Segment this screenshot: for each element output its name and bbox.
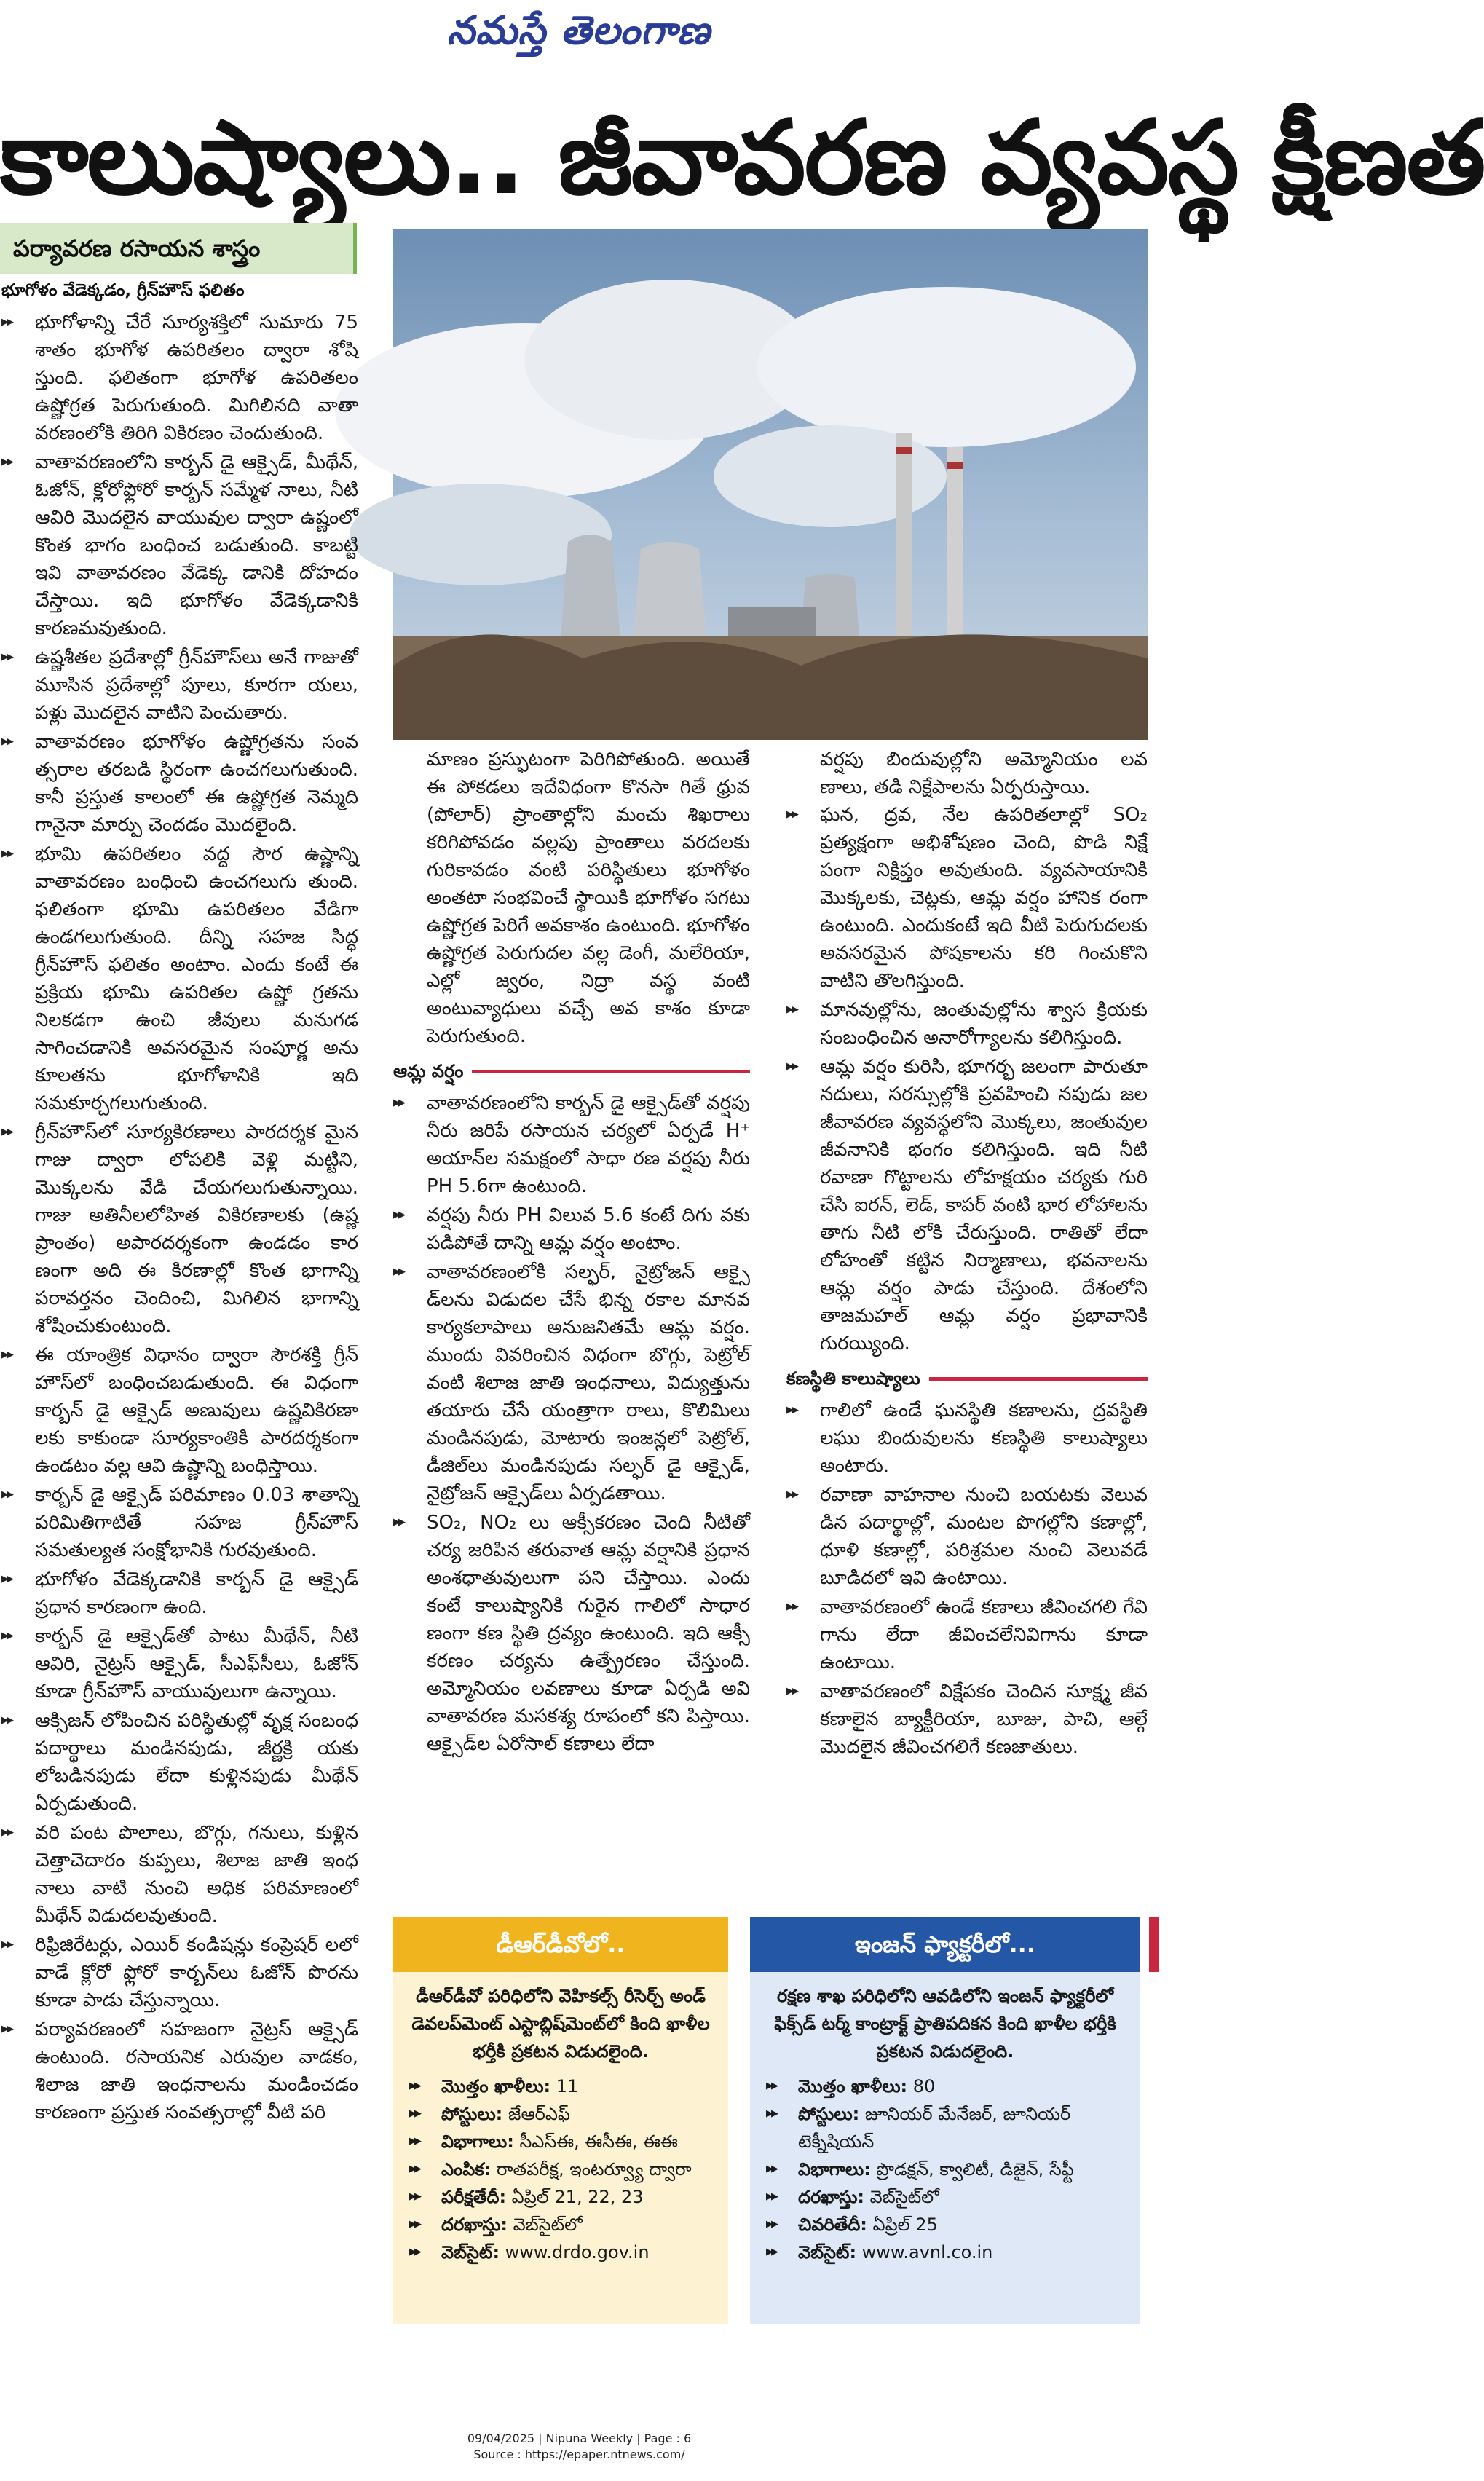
job-detail-row: [765, 2100, 1126, 2155]
bullet-paragraph: ▶▶ రిఫ్రిజిరేటర్లు, ఎయిర్ కండిషన్లు కంప్రెషర్ లలో వాడే క్లోరో ఫ్లోరో కార్బన్‌లు ఓజోన్ పొరను కూడా పాడు చేస్తున్నాయి.: [1, 1931, 358, 2014]
bullet-paragraph: ▶▶ పర్యావరణంలో సహజంగా నైట్రస్ ఆక్సైడ్ ఉంటుంది. రసాయనిక ఎరువుల వాడకం, శిలాజ జాతి ఇంధనాలను మండించడం కారణంగా ప్రస్తుత సంవత్సరాల్లో వీటి పరి: [1, 2016, 358, 2126]
heading-rule: [929, 1377, 1148, 1381]
column-3-intro: వర్షపు బిందువుల్లోని అమ్మోనియం లవ ణాలు, తడి నిక్షేపాలను ఏర్పరుస్తాయి.: [820, 749, 1148, 798]
job-detail-key: విభాగాలు:: [441, 2131, 514, 2152]
bullet-paragraph: ▶▶ గ్రీన్‌హౌస్‌లో సూర్యకిరణాలు పారదర్శక మైన గాజు ద్వారా లోపలికి వెళ్లి మట్టిని, మొక్కలను వేడి చేయగలుగుతున్నాయి. గాజు అతినీలలోహిత వికిరణాలకు (ఉష్ణ ప్రాంతం) అపారదర్శకంగా ఉండడం కార ణంగా అది ఈ కిరణాల్లో కొంత భాగాన్ని పరావర్తనం చెందించి, మిగిలిన భాగాన్ని శోషించుకుంటుంది.: [1, 1119, 358, 1340]
job-detail-value: ఏప్రిల్ 25: [867, 2214, 938, 2235]
job-detail-row: [408, 2183, 714, 2211]
power-plant-photo: [393, 229, 1148, 740]
job-detail-value: www.avnl.co.in: [856, 2242, 993, 2263]
bullet-paragraph: ▶▶ వాతావరణంలోని కార్బన్ డై ఆక్సైడ్‌తో వర్షపు నీరు జరిపే రసాయన చర్యలో ఏర్పడే H⁺ అయాన్‌ల సమక్షంలో సాధా రణ వర్షపు నీరు PH 5.6గా ఉంటుంది.: [393, 1089, 750, 1200]
job-detail-row: [765, 2211, 1126, 2239]
page-footer: [0, 2431, 1159, 2463]
particulate-heading: [786, 1365, 1148, 1392]
job-detail-row: [765, 2155, 1126, 2183]
bullet-paragraph: ▶▶ SO₂, NO₂ లు ఆక్సీకరణం చెంది నీటితో చర్య జరిపిన తరువాత ఆమ్ల వర్షానికి ప్రధాన అంశధాతువులుగా పని చేస్తాయి. ఎందు కంటే కాలుష్యానికి గురైన గాలిలో సాధార ణంగా కణ స్థితి ద్రవ్యం ఉంటుంది. ఇది ఆక్సీ కరణం చర్యను ఉత్ప్రేరణం చేస్తుంది. అమ్మోనియం లవణాలు కూడా ఏర్పడి అవి వాతావరణ మసకశ్య రూపంలో కని పిస్తాయి. ఆక్సైడ్‌ల ఏరోసాల్ కణాలు లేదా: [393, 1509, 750, 1758]
job-detail-value: www.drdo.gov.in: [500, 2242, 650, 2263]
column-1-subhead: భూగోళం వేడెక్కడం, గ్రీన్‌హౌస్ ఫలితం: [1, 281, 245, 300]
job-detail-key: విభాగాలు:: [798, 2159, 871, 2180]
box-edge-accent: [1149, 1917, 1159, 1972]
bullet-paragraph: ▶▶ వాతావరణంలో విక్షేపకం చెందిన సూక్ష్మ జీవ కణాలైన బ్యాక్టీరియా, బూజు, పాచి, ఆల్గే మొదలైన జీవించగలిగే కణజాతులు.: [786, 1678, 1148, 1761]
job-detail-key: వెబ్‌సైట్:: [441, 2242, 500, 2263]
drdo-box-body: [393, 1972, 728, 2276]
drdo-jobs-box: [393, 1917, 728, 2324]
job-detail-value: వెబ్‌సైట్‌లో: [508, 2214, 583, 2235]
job-detail-row: [765, 2183, 1126, 2211]
bullet-paragraph: ▶▶ గాలిలో ఉండే ఘనస్థితి కణాలను, ద్రవస్థితి లఘు బిందువులను కణస్థితి కాలుష్యాలు అంటారు.: [786, 1397, 1148, 1480]
drdo-box-intro: డీఆర్‌డీవో పరిధిలోని వెహికల్స్ రీసెర్చ్ అండ్ డెవలప్‌మెంట్ ఎస్టాబ్లిష్‌మెంట్‌లో కింది ఖాళీల భర్తీకి ప్రకటన విడుదలైంది.: [411, 1986, 710, 2062]
job-detail-key: దరఖాస్తు:: [798, 2187, 865, 2207]
job-detail-key: ఎంపిక:: [441, 2159, 492, 2180]
bullet-paragraph: ▶▶ వర్షపు నీరు PH విలువ 5.6 కంటే దిగు వకు పడిపోతే దాన్ని ఆమ్ల వర్షం అంటాం.: [393, 1202, 750, 1257]
job-detail-key: మొత్తం ఖాళీలు:: [798, 2076, 908, 2097]
engine-factory-box-title: ఇంజన్ ఫ్యాక్టరీలో...: [750, 1917, 1140, 1972]
bullet-paragraph: ▶▶ భూగోళం వేడెక్కడానికి కార్బన్ డై ఆక్సైడ్ ప్రధాన కారణంగా ఉంది.: [1, 1566, 358, 1621]
headline: కాలుష్యాలు.. జీవావరణ వ్యవస్థ క్షీణత: [0, 99, 1484, 218]
job-detail-value: ఏప్రిల్ 21, 22, 23: [506, 2187, 644, 2207]
bullet-paragraph: ▶▶ వాతావరణం భూగోళం ఉష్ణోగ్రతను సంవ త్సరాల తరబడి స్థిరంగా ఉంచగలుగుతుంది. కానీ ప్రస్తుత కాలంలో ఈ ఉష్ణోగ్రత నెమ్మది గానైనా మార్పు చెందడం మొదలైంది.: [1, 728, 358, 839]
column-1: [1, 277, 358, 2316]
job-detail-value: జేఆర్‌ఎఫ్: [502, 2104, 570, 2124]
masthead-logo: నమస్తే తెలంగాణ: [447, 7, 711, 53]
bullet-paragraph: ▶▶ ఆమ్ల వర్షం కురిసి, భూగర్భ జలంగా పారుతూ నదులు, సరస్సుల్లోకి ప్రవహించి నపుడు జల జీవావరణ వ్యవస్థలోని మొక్కలు, జంతువుల జీవనానికి భంగం కలిగిస్తుంది. ఇది నీటి రవాణా గొట్టాలను లోహక్షయం చర్యకు గురి చేసి ఐరన్, లెడ్, కాపర్ వంటి భార లోహాలను తాగు నీటి లోకి చేరుస్తుంది. రాతితో లేదా లోహంతో కట్టిన నిర్మాణాలు, భవనాలను ఆమ్ల వర్షం పాడు చేస్తుంది. దేశంలోని తాజమహల్ ఆమ్ల వర్షం ప్రభావానికి గురయ్యింది.: [786, 1053, 1148, 1357]
acid-rain-heading-text: ఆమ్ల వర్షం: [393, 1061, 464, 1081]
job-detail-row: [408, 2072, 714, 2100]
column-3-list: [786, 801, 1148, 1357]
engine-factory-box-body: [750, 1972, 1140, 2276]
footer-issue-line: 09/04/2025 | Nipuna Weekly | Page : 6: [467, 2431, 692, 2445]
acid-rain-heading: [393, 1057, 750, 1085]
job-detail-row: [408, 2239, 714, 2266]
bullet-paragraph: ▶▶ ఘన, ద్రవ, నేల ఉపరితలాల్లో SO₂ ప్రత్యక్షంగా అభిశోషణం చెంది, పొడి నిక్షే పంగా నిక్షిప్తం అవుతుంది. వ్యవసాయానికి మొక్కలకు, చెట్లకు, ఆమ్ల వర్షం హానిక రంగా ఉంటుంది. ఎందుకంటే ఇది వీటి పెరుగుదలకు అవసరమైన పోషకాలను కరి గించుకొని వాటిని తొలగిస్తుంది.: [786, 801, 1148, 995]
column-3: [786, 746, 1148, 1896]
bullet-paragraph: ▶▶ భూమి ఉపరితలం వద్ద సౌర ఉష్ణాన్ని వాతావరణం బంధించి ఉంచగలుగు తుంది. ఫలితంగా భూమి ఉపరితలం వేడిగా ఉండగలుగుతుంది. దీన్ని సహజ సిద్ధ గ్రీన్‌హౌస్ ఫలితం అంటాం. ఎందు కంటే ఈ ప్రక్రియ భూమి ఉపరితల ఉష్ణో గ్రతను నిలకడగా ఉంచి జీవులు మనుగడ సాగించడానికి అవసరమైన సంపూర్ణ అను కూలతను భూగోళానికి ఇది సమకూర్చగలుగుతుంది.: [1, 840, 358, 1117]
column-3-list-2: [786, 1397, 1148, 1761]
job-detail-row: [408, 2155, 714, 2183]
job-detail-key: దరఖాస్తు:: [441, 2214, 508, 2235]
footer-source-line: Source : https://epaper.ntnews.com/: [473, 2448, 685, 2461]
job-detail-row: [408, 2211, 714, 2239]
job-detail-value: సీఎస్‌ఈ, ఈసీఈ, ఈఈ: [513, 2131, 678, 2152]
job-detail-row: [408, 2128, 714, 2155]
job-detail-key: పోస్టులు:: [798, 2104, 860, 2124]
job-detail-value: రాతపరీక్ష, ఇంటర్వ్యూ ద్వారా: [491, 2159, 692, 2180]
drdo-box-title: డీఆర్‌డీవోలో..: [393, 1917, 728, 1972]
column-2-list: [393, 1089, 750, 1758]
bullet-paragraph: ▶▶ వాతావరణంలోకి సల్ఫర్, నైట్రోజన్ ఆక్సై డ్‌లను విడుదల చేసే భిన్న రకాల మానవ కార్యకలాపాలు అనుజనితమే ఆమ్ల వర్షం. ముందు వివరించిన విధంగా బొగ్గు, పెట్రోల్ వంటి శిలాజ జాతి ఇంధనాలు, విద్యుత్తును తయారు చేసే యంత్రాగా రాలు, కొలిమిలు మండినపుడు, మోటారు ఇంజన్లలో పెట్రోల్, డీజిల్‌లు మండినపుడు సల్ఫర్ డై ఆక్సైడ్, నైట్రోజన్ ఆక్సైడ్‌లు ఏర్పడతాయి.: [393, 1258, 750, 1507]
job-detail-key: చివరితేదీ:: [798, 2214, 867, 2235]
column-2-intro: మాణం ప్రస్ఫుటంగా పెరిగిపోతుంది. అయితే ఈ పోకడలు ఇదేవిధంగా కొనసా గితే ధ్రువ (పోలార్) ప్రాంతాల్లోని మంచు శిఖరాలు కరిగిపోవడం వల్లపు ప్రాంతాలు వరదలకు గురికావడం వంటి పరిస్థితులు భూగోళం అంతటా సంభవించే స్థాయికి భూగోళం సగటు ఉష్ణోగ్రత పెరిగే అవకాశం ఉంటుంది. భూగోళం ఉష్ణోగ్రత పెరుగుదల వల్ల డెంగీ, మలేరియా, ఎల్లో జ్వరం, నిద్రా వస్థ వంటి అంటువ్యాధులు వచ్చే అవ కాశం కూడా పెరుగుతుంది.: [427, 749, 750, 1047]
bullet-paragraph: ▶▶ రవాణా వాహనాల నుంచి బయటకు వెలువ డిన పదార్థాల్లో, మంటల పొగల్లోని కణాల్లో, ధూళి కణాల్లో, పరిశ్రమల నుంచి వెలువడే బూడిదలో ఇవి ఉంటాయి.: [786, 1481, 1148, 1592]
bullet-paragraph: ▶▶ ఈ యాంత్రిక విధానం ద్వారా సౌరశక్తి గ్రీన్ హౌస్‌లో బంధించబడుతుంది. ఈ విధంగా కార్బన్ డై ఆక్సైడ్ అణువులు ఉష్ణవికిరణా లకు కాకుండా సూర్యకాంతికి పారదర్శకంగా ఉండటం వల్ల ఆవి ఉష్ణాన్ని బంధిస్తాయి.: [1, 1341, 358, 1480]
job-detail-value: 11: [550, 2076, 579, 2097]
bullet-paragraph: ▶▶ కార్బన్ డై ఆక్సైడ్‌తో పాటు మీథేన్, నీటి ఆవిరి, నైట్రస్ ఆక్సైడ్, సీఎఫ్‌సీలు, ఓజోన్ కూడా గ్రీన్‌హౌస్ వాయువులుగా ఉన్నాయి.: [1, 1622, 358, 1705]
bullet-paragraph: ▶▶ వాతావరణంలోని కార్బన్ డై ఆక్సైడ్, మీథేన్, ఓజోన్, క్లోరోఫ్లోరో కార్బన్ సమ్మేళ నాలు, నీటి ఆవిరి మొదలైన వాయువుల ద్వారా ఉష్ణంలో కొంత భాగం బంధించ బడుతుంది. కాబట్టి ఇవి వాతావరణం వేడెక్క డానికి దోహదం చేస్తాయి. ఇది భూగోళం వేడెక్కడానికి కారణమవుతుంది.: [1, 449, 358, 642]
job-detail-row: [408, 2100, 714, 2128]
job-detail-value: జూనియర్ మేనేజర్, జూనియర్ టెక్నీషియన్: [798, 2104, 1071, 2152]
engine-factory-jobs-box: [750, 1917, 1140, 2324]
column-1-list: [1, 309, 358, 2126]
job-detail-key: వెబ్‌సైట్:: [798, 2242, 857, 2263]
job-detail-key: పరీక్షతేదీ:: [441, 2187, 507, 2207]
job-detail-key: మొత్తం ఖాళీలు:: [441, 2076, 551, 2097]
job-detail-value: వెబ్‌సైట్‌లో: [864, 2187, 939, 2207]
job-detail-row: [765, 2072, 1126, 2100]
job-detail-row: [765, 2239, 1126, 2266]
engine-factory-box-intro: రక్షణ శాఖ పరిధిలోని ఆవడిలోని ఇంజన్ ఫ్యాక్టరీలో ఫిక్స్‌డ్ టర్మ్ కాంట్రాక్ట్ ప్రాతిపదికన కింది ఖాళీల భర్తీకి ప్రకటన విడుదలైంది.: [774, 1986, 1116, 2062]
bullet-paragraph: ▶▶ కార్బన్ డై ఆక్సైడ్ పరిమాణం 0.03 శాతాన్ని పరిమితిగాటితే సహజ గ్రీన్‌హౌస్ సమతుల్యత సంక్షోభానికి గురవుతుంది.: [1, 1481, 358, 1564]
particulate-heading-text: కణస్థితి కాలుష్యాలు: [786, 1368, 920, 1389]
job-detail-key: పోస్టులు:: [441, 2104, 503, 2124]
section-tag: పర్యావరణ రసాయన శాస్త్రం: [0, 223, 357, 274]
bullet-paragraph: ▶▶ భూగోళాన్ని చేరే సూర్యశక్తిలో సుమారు 75 శాతం భూగోళ ఉపరితలం ద్వారా శోషి స్తుంది. ఫలితంగా భూగోళ ఉపరితలం ఉష్ణోగ్రత పెరుగుతుంది. మిగిలినది వాతా వరణంలోకి తిరిగి వికిరణం చెందుతుంది.: [1, 309, 358, 447]
job-detail-value: 80: [907, 2076, 936, 2097]
heading-rule: [472, 1070, 750, 1073]
bullet-paragraph: ▶▶ ఉష్ణశీతల ప్రదేశాల్లో గ్రీన్‌హౌస్‌లు అనే గాజుతో మూసిన ప్రదేశాల్లో పూలు, కూరగా యలు, పళ్లు మొదలైన వాటిని పెంచుతారు.: [1, 644, 358, 727]
column-2: [393, 746, 750, 1896]
bullet-paragraph: ▶▶ మానవుల్లోను, జంతువుల్లోను శ్వాస క్రియకు సంబంధించిన అనారోగ్యాలను కలిగిస్తుంది.: [786, 996, 1148, 1052]
bullet-paragraph: ▶▶ వరి పంట పొలాలు, బొగ్గు, గనులు, కుళ్లిన చెత్తాచెదారం కుప్పలు, శిలాజ జాతి ఇంధ నాలు వాటి నుంచి అధిక పరిమాణంలో మీథేన్ విడుదలవుతుంది.: [1, 1819, 358, 1930]
bullet-paragraph: ▶▶ వాతావరణంలో ఉండే కణాలు జీవించగలి గేవి గాను లేదా జీవించలేనివిగాను కూడా ఉంటాయి.: [786, 1593, 1148, 1676]
bullet-paragraph: ▶▶ ఆక్సిజన్ లోపించిన పరిస్థితుల్లో వృక్ష సంబంధ పదార్థాలు మండినపుడు, జీర్ణక్రి యకు లోబడినపుడు లేదా కుళ్లినపుడు మీథేన్ ఏర్పడుతుంది.: [1, 1707, 358, 1818]
job-detail-value: ప్రొడక్షన్, క్వాలిటీ, డిజైన్, సేఫ్టీ: [870, 2159, 1074, 2180]
